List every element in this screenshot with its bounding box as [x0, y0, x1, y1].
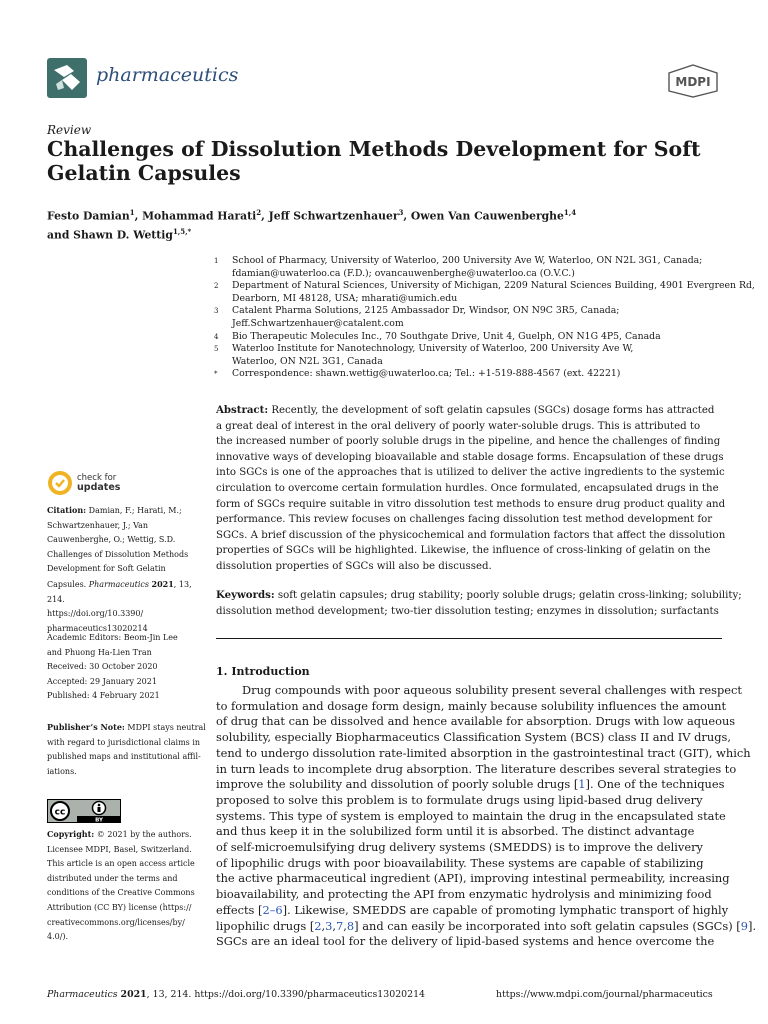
abstract-line: innovative ways of developing bioavailable and stable dosage forms. Encapsulation of these drugs	[216, 451, 724, 463]
affiliation-marker: 5	[214, 345, 219, 354]
copyright-line: creativecommons.org/licenses/by/	[47, 917, 185, 927]
author-affil: 3	[398, 208, 404, 217]
title-line: Gelatin Capsules	[47, 161, 241, 185]
copyright-line: conditions of the Creative Commons	[47, 888, 195, 898]
published-date: Published: 4 February 2021	[47, 691, 160, 701]
body-line: of drug that can be dissolved and hence available for absorption. Drugs with low aqueous	[216, 714, 736, 729]
body-line: ]. Likewise, SMEDDS are capable of promoting lymphatic transport of highly	[282, 902, 729, 917]
abstract-line: Recently, the development of soft gelatin capsules (SGCs) dosage forms has attracted	[271, 405, 715, 416]
abstract-line: into SGCs is one of the approaches that is utilized to deliver the active ingredients to the systemic	[216, 467, 725, 479]
affiliation-line: School of Pharmacy, University of Waterloo, 200 University Ave W, Waterloo, ON N2L 3G1, Canada;	[232, 255, 703, 266]
abstract-line: properties of SGCs will be highlighted. Likewise, the influence of cross-linking of gelatin on the	[216, 545, 711, 557]
citation-volume: , 13, 214.	[47, 579, 192, 604]
ref-separator: ,	[321, 918, 326, 933]
note-line: published maps and institutional affil-	[47, 752, 201, 762]
check-updates-label-bold: updates	[77, 482, 121, 493]
copyright-label: Copyright:	[47, 829, 95, 839]
article-title	[47, 137, 707, 185]
check-for-updates-badge[interactable]	[47, 470, 120, 496]
publisher-name: MDPI	[675, 75, 711, 89]
journal-name: pharmaceutics	[96, 64, 239, 86]
affiliation-marker: 1	[214, 257, 219, 265]
affiliation-marker: 4	[214, 332, 219, 341]
affiliation-line: fdamian@uwaterloo.ca (F.D.); ovancauwenberghe@uwaterloo.ca (O.V.C.)	[232, 267, 575, 279]
author-name: , Jeff Schwartzenhauer	[261, 209, 399, 223]
footer-citation	[47, 989, 425, 1000]
abstract-label: Abstract:	[216, 404, 269, 416]
body-line: systems. This type of system is employed to maintain the drug in the encapsulated state	[216, 808, 726, 823]
abstract-line: dissolution properties of SGCs will also be discussed.	[216, 560, 492, 572]
copyright-line: 4.0/).	[47, 932, 69, 942]
affiliation	[214, 255, 734, 280]
affiliation-marker: *	[214, 370, 218, 379]
abstract-line: SGCs. A brief discussion of the physicochemical and formulation factors that affect the dissolution	[216, 529, 726, 541]
check-updates-icon	[47, 470, 73, 496]
citation-ref-link[interactable]: 8	[346, 918, 355, 933]
body-line: of lipophilic drugs with poor bioavailability. These systems are capable of stabilizing	[216, 855, 704, 870]
author-affil: 1	[129, 208, 135, 217]
citation-doi-link[interactable]: https://doi.org/10.3390/	[47, 609, 144, 619]
affiliation-marker: 2	[214, 282, 219, 291]
abstract-line: the increased number of poorly soluble drugs in the pipeline, and hence the challenges of finding	[216, 436, 721, 448]
editors-line: and Phuong Ha-Lien Tran	[47, 647, 152, 657]
abstract	[216, 403, 726, 575]
publishers-note	[47, 720, 207, 779]
body-line: SGCs are an ideal tool for the delivery of lipid-based systems and hence overcome the	[216, 934, 715, 949]
abstract-line: performance. This review focuses on challenges facing dissolution test method development for	[216, 514, 713, 526]
citation-line: Capsules.	[47, 579, 89, 589]
editorial-info	[47, 631, 207, 704]
body-line: Drug compounds with poor aqueous solubility present several challenges with respect	[242, 683, 742, 697]
keywords-line: dissolution method development; two-tier dissolution testing; enzymes in dissolution; surfactants	[216, 605, 719, 617]
citation-line: Schwartzenhauer, J.; Van	[47, 520, 149, 530]
body-line: solubility, especially Biopharmaceutics Classification System (BCS) class II and IV drugs,	[216, 730, 731, 745]
citation-doi-link[interactable]: pharmaceutics13020214	[47, 623, 148, 633]
affiliation-line: Waterloo Institute for Nanotechnology, University of Waterloo, 200 University Ave W,	[232, 343, 634, 355]
editors-line: Academic Editors: Beom-Jin Lee	[47, 633, 178, 642]
citation-label: Citation:	[47, 505, 87, 515]
note-line: iations.	[47, 766, 77, 776]
copyright-line: distributed under the terms and	[47, 873, 178, 883]
body-line: proposed to solve this problem is to formulate drugs using lipid-based drug delivery	[216, 792, 703, 807]
citation-ref-link[interactable]: 2	[314, 918, 322, 933]
author-name: and Shawn D. Wettig	[47, 228, 173, 242]
cc-label: BY	[95, 817, 103, 823]
affiliation-line: Dearborn, MI 48128, USA; mharati@umich.edu	[232, 292, 458, 304]
author-name: , Mohammad Harati	[134, 209, 257, 223]
body-line: ]. One of the techniques	[585, 777, 725, 792]
citation-journal: Pharmaceutics	[88, 579, 149, 589]
publisher-logo	[666, 64, 720, 102]
affiliations	[214, 255, 755, 381]
body-line: ].	[748, 918, 757, 933]
abstract-line: circulation to overcome certain formulation hurdles. Once formulated, encapsulated drugs in the	[216, 482, 719, 494]
body-line: lipophilic drugs [	[216, 918, 315, 933]
copyright-line: © 2021 by the authors.	[94, 830, 192, 839]
section-heading: 1. Introduction	[216, 665, 310, 678]
body-line: improve the solubility and dissolution of poorly soluble drugs [	[216, 777, 579, 792]
section-divider	[216, 638, 722, 639]
citation-line: Development for Soft Gelatin	[47, 564, 166, 574]
title-line: Challenges of Dissolution Methods Development for Soft	[47, 137, 701, 161]
affiliation-line: Catalent Pharma Solutions, 2125 Ambassador Dr, Windsor, ON N9C 3R5, Canada;	[232, 305, 620, 317]
accepted-date: Accepted: 29 January 2021	[47, 676, 157, 686]
citation-ref-link[interactable]: 2–6	[262, 902, 283, 917]
note-label: Publisher’s Note:	[47, 722, 125, 732]
author-list	[47, 205, 727, 242]
keywords-label: Keywords:	[216, 589, 275, 601]
introduction-body	[216, 683, 757, 950]
body-line: ] and can easily be incorporated into soft gelatin capsules (SGCs) [	[354, 918, 741, 933]
check-updates-label: check for	[77, 473, 117, 483]
copyright-line: This article is an open access article	[47, 859, 195, 869]
citation-line: Damian, F.; Harati, M.;	[88, 506, 182, 515]
affiliation-line: Correspondence: shawn.wettig@uwaterloo.ca; Tel.: +1-519-888-4567 (ext. 42221)	[232, 368, 621, 380]
citation-ref-link[interactable]: 3	[325, 918, 333, 933]
keywords	[216, 588, 742, 619]
note-line: MDPI stays neutral	[124, 723, 206, 732]
author-affil: 2	[256, 208, 262, 217]
author-affil: 1,4	[563, 208, 577, 217]
body-line: tend to undergo dissolution rate-limited absorption in the gastrointestinal tract (GIT), which	[216, 745, 751, 760]
body-line: to formulation and dosage form design, mainly because solubility influences the amount	[216, 698, 727, 713]
footer-doi[interactable]: , 13, 214. https://doi.org/10.3390/pharmaceutics13020214	[146, 989, 426, 1000]
affiliation-line: Department of Natural Sciences, University of Michigan, 2209 Natural Sciences Building, 4901 Evergreen Rd,	[232, 280, 755, 292]
body-line: bioavailability, and protecting the API from enzymatic hydrolysis and minimizing food	[216, 887, 712, 902]
citation-year: 2021	[151, 578, 174, 589]
author-name: Festo Damian	[47, 209, 130, 223]
author-name: , Owen Van Cauwenberghe	[403, 209, 564, 223]
footer-journal-url[interactable]: https://www.mdpi.com/journal/pharmaceutics	[496, 989, 713, 1000]
body-line: in turn leads to incomplete drug absorption. The literature describes several strategies to	[216, 761, 737, 776]
cc-license-badge[interactable]	[47, 799, 121, 827]
citation-ref-link[interactable]: 9	[740, 918, 748, 933]
copyright-line: Licensee MDPI, Basel, Switzerland.	[47, 844, 192, 854]
affiliation	[214, 368, 734, 381]
affiliation	[214, 331, 734, 344]
keywords-line: soft gelatin capsules; drug stability; poorly soluble drugs; gelatin cross-linking; solubility;	[277, 590, 742, 601]
footer-journal: Pharmaceutics	[47, 989, 118, 1000]
body-line: effects [	[216, 902, 263, 917]
affiliation-line: Waterloo, ON N2L 3G1, Canada	[232, 355, 383, 367]
affiliation	[214, 305, 734, 330]
svg-text:cc: cc	[54, 807, 66, 818]
journal-logo-icon	[47, 58, 87, 98]
affiliation	[214, 280, 755, 305]
abstract-line: a great deal of interest in the oral delivery of poorly water-soluble drugs. This is attributed to	[216, 420, 701, 432]
citation-block	[47, 503, 207, 636]
footer-year: 2021	[120, 989, 147, 1000]
abstract-line: form of SGCs require suitable in vitro dissolution test methods to ensure drug product quality and	[216, 498, 726, 510]
ref-separator: ,	[343, 918, 347, 933]
body-line: and thus keep it in the solubilized form until it is absorbed. The distinct advantage	[216, 824, 695, 839]
note-line: with regard to jurisdictional claims in	[47, 737, 201, 747]
copyright-notice	[47, 827, 197, 945]
citation-ref-link[interactable]: 7	[336, 918, 344, 933]
article-type: Review	[47, 123, 92, 137]
copyright-line: Attribution (CC BY) license (https://	[47, 902, 192, 912]
citation-line: Challenges of Dissolution Methods	[47, 549, 189, 559]
affiliation-marker: 3	[214, 307, 219, 316]
body-line: the active pharmaceutical ingredient (API), improving intestinal permeability, increasing	[216, 871, 730, 886]
author-affil: 1,5,*	[172, 226, 192, 236]
citation-ref-link[interactable]: 1	[578, 777, 586, 792]
received-date: Received: 30 October 2020	[47, 662, 158, 672]
citation-line: Cauwenberghe, O.; Wettig, S.D.	[47, 535, 176, 545]
affiliation-line: Jeff.Schwartzenhauer@catalent.com	[232, 317, 404, 329]
affiliation-line: Bio Therapeutic Molecules Inc., 70 Southgate Drive, Unit 4, Guelph, ON N1G 4P5, Canada	[232, 330, 661, 342]
ref-separator: ,	[332, 918, 337, 933]
body-line: of self-microemulsifying drug delivery systems (SMEDDS) is to improve the delivery	[216, 840, 703, 855]
affiliation	[214, 343, 734, 368]
